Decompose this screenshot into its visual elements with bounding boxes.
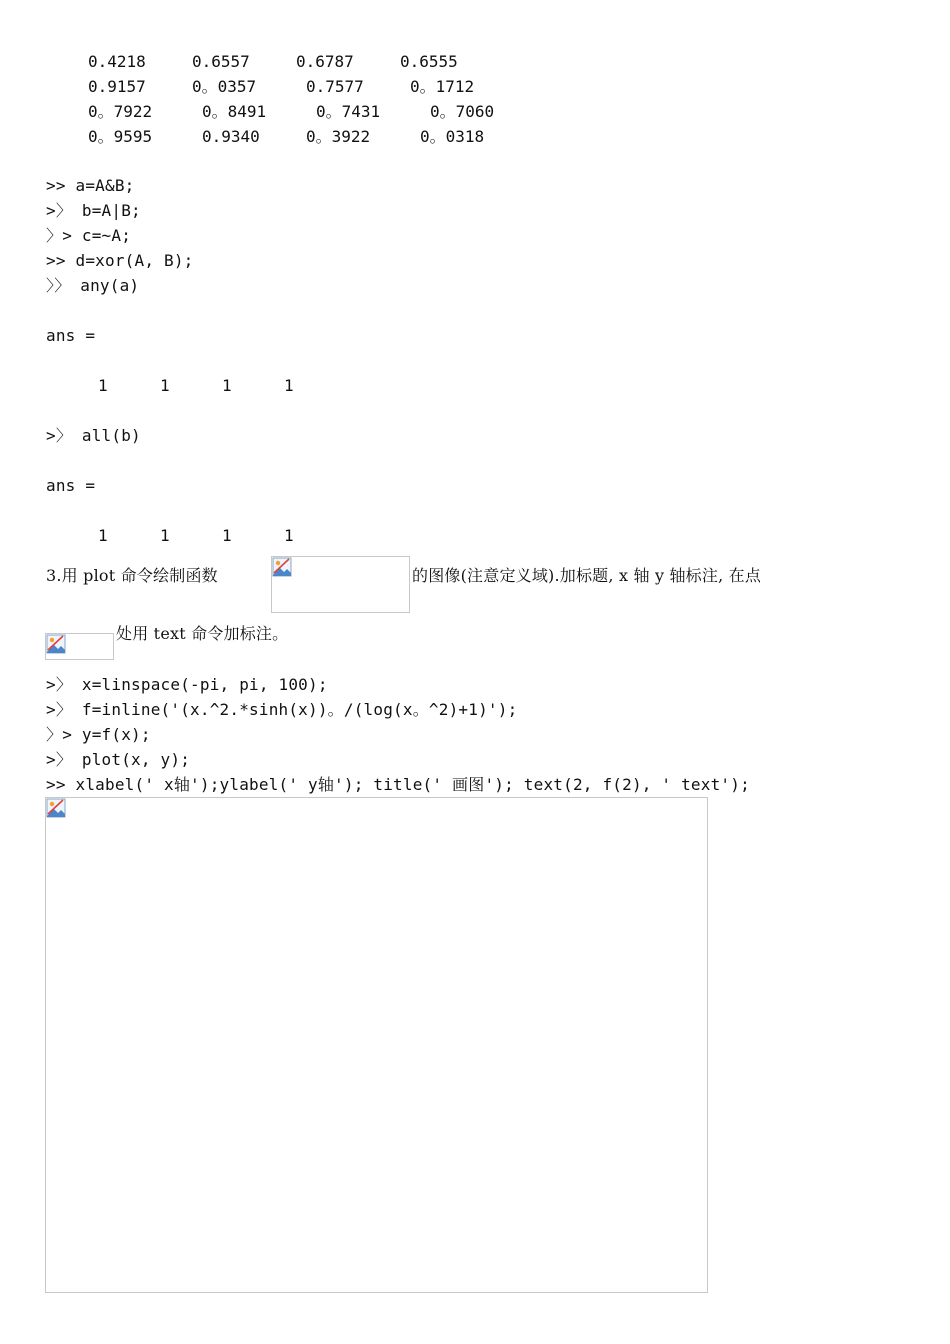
- command-line: >> d=xor(A, B);: [46, 251, 194, 270]
- command-line: >〉 x=linspace(-pi, pi, 100);: [46, 675, 328, 694]
- command-line: >〉 plot(x, y);: [46, 750, 191, 769]
- broken-image-icon: [46, 634, 66, 654]
- matrix-cell: 0.6787: [296, 52, 354, 71]
- matrix-cell: 0。1712: [410, 77, 475, 96]
- problem-text-start: 3.用 plot 命令绘制函数: [46, 566, 218, 585]
- matrix-cell: 0.9157: [88, 77, 146, 96]
- matrix-cell: 0.9340: [202, 127, 260, 146]
- formula-image: [271, 556, 410, 613]
- ans-label: ans =: [46, 476, 96, 495]
- matrix-cell: 0.6557: [192, 52, 250, 71]
- matrix-cell: 0。8491: [202, 102, 267, 121]
- problem-text-line2: 处用 text 命令加标注。: [116, 624, 289, 643]
- matrix-cell: 0.6555: [400, 52, 458, 71]
- matrix-cell: 0。7922: [88, 102, 153, 121]
- matrix-cell: 0。9595: [88, 127, 153, 146]
- broken-image-icon: [46, 798, 66, 818]
- command-line: >〉 all(b): [46, 426, 141, 445]
- ans-value: 1: [284, 376, 294, 395]
- problem-text-end: 的图像(注意定义域).加标题, x 轴 y 轴标注, 在点: [412, 566, 762, 585]
- matrix-cell: 0.4218: [88, 52, 146, 71]
- ans-value: 1: [160, 376, 170, 395]
- command-line: >〉 b=A|B;: [46, 201, 141, 220]
- ans-value: 1: [98, 376, 108, 395]
- matrix-cell: 0。7060: [430, 102, 495, 121]
- matrix-cell: 0。0357: [192, 77, 257, 96]
- command-line: >> xlabel(' x轴');ylabel(' y轴'); title(' 画图'); text(2, f(2), ' text');: [46, 775, 750, 794]
- plot-figure-image: [45, 797, 708, 1293]
- command-line: >> a=A&B;: [46, 176, 135, 195]
- matrix-cell: 0.7577: [306, 77, 364, 96]
- matrix-cell: 0。0318: [420, 127, 485, 146]
- command-line: 〉> c=~A;: [46, 226, 132, 245]
- ans-value: 1: [284, 526, 294, 545]
- matrix-cell: 0。3922: [306, 127, 371, 146]
- ans-value: 1: [98, 526, 108, 545]
- command-line: 〉〉 any(a): [46, 276, 140, 295]
- ans-value: 1: [222, 376, 232, 395]
- point-image: [45, 633, 114, 660]
- command-line: >〉 f=inline('(x.^2.*sinh(x))。/(log(x。^2)+1)');: [46, 700, 518, 719]
- ans-value: 1: [222, 526, 232, 545]
- broken-image-icon: [272, 557, 292, 577]
- matrix-cell: 0。7431: [316, 102, 381, 121]
- ans-value: 1: [160, 526, 170, 545]
- ans-label: ans =: [46, 326, 96, 345]
- command-line: 〉> y=f(x);: [46, 725, 151, 744]
